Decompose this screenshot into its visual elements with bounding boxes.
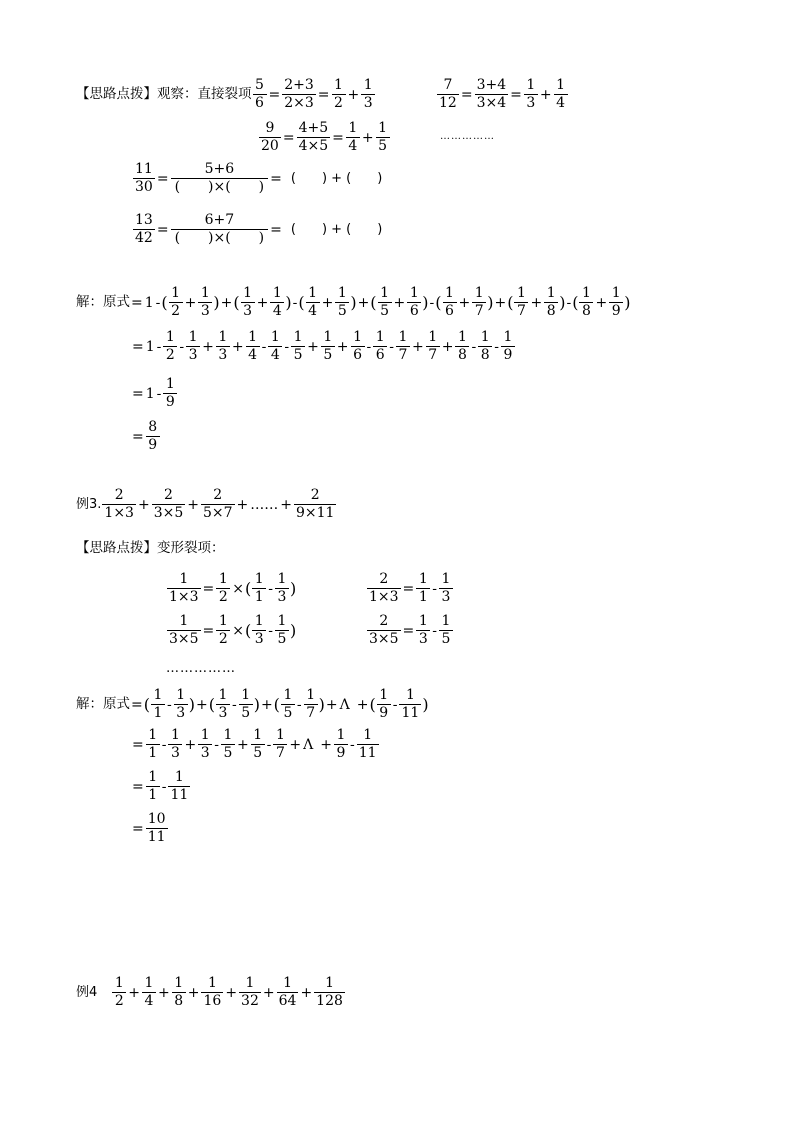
fraction: $\frac{6+7}{( )\times( )}$: [171, 213, 269, 246]
fraction: $\frac{1}{8}$: [579, 286, 593, 319]
hint1-q2: $\frac{13}{42}$ = $\frac{6+7}{( )\times( )}$ = ( ) + ( ): [135, 212, 383, 246]
fraction: $\frac{1}{5}$: [439, 614, 453, 647]
fraction: $\frac{1}{4}$: [268, 330, 282, 363]
fraction: $\frac{1}{3}$: [241, 286, 255, 319]
fraction: $\frac{1}{9}$: [334, 728, 348, 761]
fraction: $\frac{1}{8}$: [455, 330, 469, 363]
fraction: $\frac{2+3}{2\times 3}$: [284, 77, 314, 111]
fraction: $\frac{1}{7}$: [472, 286, 486, 319]
fraction: $\frac{1}{2}$: [112, 976, 126, 1009]
fraction: $\frac{1}{9}$: [377, 688, 391, 721]
fraction: $\frac{5}{6}$: [253, 78, 267, 111]
fraction: $\frac{1}{7}$: [426, 330, 440, 363]
hint1-label: 【思路点拨】观察：直接裂项: [76, 85, 252, 102]
fraction: $\frac{1}{7}$: [273, 728, 287, 761]
hint2-dots: ……………: [166, 661, 236, 676]
fraction: $\frac{1}{5}$: [251, 728, 265, 761]
fraction: $\frac{2}{9\times 11}$: [295, 487, 335, 521]
fraction: $\frac{2}{1\times 3}$: [369, 571, 399, 605]
fraction: $\frac{1}{6}$: [351, 330, 365, 363]
fraction: $\frac{1}{1}$: [151, 688, 165, 721]
fraction: $\frac{2}{3\times 5}$: [369, 613, 399, 647]
fraction: $\frac{1}{7}$: [514, 286, 528, 319]
fraction: $\frac{4+5}{4\times 5}$: [298, 120, 329, 154]
fraction: $\frac{1}{1}$: [416, 572, 430, 605]
fraction: $\frac{1}{3}$: [168, 728, 182, 761]
fraction: $\frac{1}{3}$: [198, 728, 212, 761]
fraction: $\frac{1}{1}$: [146, 770, 160, 803]
fraction: $\frac{1}{2}$: [332, 78, 346, 111]
sol1-line3: = 1 - $\frac{1}{9}$: [131, 377, 178, 410]
ex4-label: 例4: [76, 985, 98, 1000]
fraction: $\frac{1}{1\times 3}$: [169, 571, 199, 605]
fraction: $\frac{1}{3}$: [216, 330, 230, 363]
ellipsis: ……: [250, 496, 279, 513]
ex3-label: 例3.: [76, 497, 102, 512]
fraction: $\frac{1}{6}$: [407, 286, 421, 319]
fraction: $\frac{1}{11}$: [170, 769, 189, 803]
fraction: $\frac{1}{9}$: [163, 377, 177, 410]
fraction: $\frac{13}{42}$: [135, 212, 153, 246]
fraction: $\frac{1}{4}$: [346, 121, 360, 154]
fraction: $\frac{1}{3}$: [275, 572, 289, 605]
fraction: $\frac{1}{2}$: [163, 330, 177, 363]
fraction: $\frac{1}{5}$: [376, 121, 390, 154]
sol2-line2: = $\frac{1}{1}$ - $\frac{1}{3}$ + $\frac{1}{3}$ - $\frac{1}{5}$ + $\frac{1}{5}$ - $\frac{1}{7}$ + Λ + $\frac{1}{9}$ - $\frac{1}{11}$: [132, 727, 377, 761]
fraction: $\frac{1}{32}$: [241, 975, 259, 1009]
hint2-r1: $\frac{1}{1\times 3}$ = $\frac{1}{2}$ × ( $\frac{1}{1}$ - $\frac{1}{3}$ ): [169, 571, 297, 605]
hint1-row1: 【思路点拨】观察：直接裂项 $\frac{5}{6}$ = $\frac{2+3}{2\times 3}$ = $\frac{1}{2}$ + $\frac{1}{3}$: [76, 78, 376, 111]
fraction: $\frac{1}{3}$: [361, 78, 375, 111]
fraction: $\frac{1}{6}$: [373, 330, 387, 363]
fraction: $\frac{1}{64}$: [278, 975, 297, 1009]
fraction: $\frac{1}{16}$: [203, 975, 222, 1009]
fraction: $\frac{1}{128}$: [316, 975, 343, 1009]
fraction: $\frac{1}{3\times 5}$: [169, 613, 199, 647]
blank-parens: ( ) + ( ): [290, 222, 383, 237]
fraction: $\frac{1}{3}$: [174, 688, 188, 721]
fraction: $\frac{1}{5}$: [291, 330, 305, 363]
fraction: $\frac{1}{8}$: [478, 330, 492, 363]
fraction: $\frac{7}{12}$: [439, 77, 457, 111]
fraction: $\frac{8}{9}$: [146, 420, 160, 453]
fraction: $\frac{1}{1}$: [252, 572, 266, 605]
fraction: $\frac{1}{3}$: [252, 614, 266, 647]
fraction: $\frac{1}{3}$: [439, 572, 453, 605]
fraction: $\frac{2}{3\times 5}$: [153, 487, 184, 521]
ex3-line: 例3. $\frac{2}{1\times 3}$ + $\frac{2}{3\times 5}$ + $\frac{2}{5\times 7}$ + …… + $\frac{2}{9\times 11}$: [76, 487, 335, 521]
hint1-eq2: $\frac{7}{12}$ = $\frac{3+4}{3\times 4}$ = $\frac{1}{3}$ + $\frac{1}{4}$: [436, 78, 569, 111]
sol2-line1: 解：原式 = ( $\frac{1}{1}$ - $\frac{1}{3}$ ) + ( $\frac{1}{3}$ - $\frac{1}{5}$ ) + ( $\frac{1}{5}$ - $\frac{1}{7}$ ) + Λ + ( $\frac{1}{9}$ - $\frac{1}{11}$ ): [76, 687, 429, 721]
fraction: $\frac{1}{8}$: [172, 976, 186, 1009]
fraction: $\frac{9}{20}$: [261, 120, 279, 154]
fraction: $\frac{1}{9}$: [501, 330, 515, 363]
ex4-line: 例4 $\frac{1}{2}$ + $\frac{1}{4}$ + $\frac{1}{8}$ + $\frac{1}{16}$ + $\frac{1}{32}$ + $\frac{1}{64}$ + $\frac{1}{128}$: [76, 975, 343, 1009]
fraction: $\frac{1}{11}$: [401, 687, 420, 721]
sol1-line2: = 1 - $\frac{1}{2}$ - $\frac{1}{3}$ + $\frac{1}{3}$ + $\frac{1}{4}$ - $\frac{1}{4}$ - $\frac{1}{5}$ + $\frac{1}{5}$ + $\frac{1}{6}$ - $\frac{1}{6}$ - $\frac{1}{7}$ + $\frac{1}{7}$ + $\frac{1}{8}$ - $\frac{1}{8}$ - $\frac{1}{9}$: [131, 330, 516, 363]
sol1-line1: 解：原式 = 1 - ( $\frac{1}{2}$ + $\frac{1}{3}$ ) + ( $\frac{1}{3}$ + $\frac{1}{4}$ ) - ( $\frac{1}{4}$ + $\frac{1}{5}$ ) + ( $\frac{1}{5}$ + $\frac{1}{6}$ ) - ( $\frac{1}{6}$ + $\frac{1}{7}$ ) + ( $\frac{1}{7}$ + $\frac{1}{8}$ ) - ( $\frac{1}{8}$ + $\frac{1}{9}$ ): [76, 285, 631, 319]
fraction: $\frac{11}{30}$: [135, 161, 153, 195]
blank-parens: ( ) + ( ): [290, 171, 383, 186]
fraction: $\frac{1}{1}$: [146, 728, 160, 761]
fraction: $\frac{1}{7}$: [396, 330, 410, 363]
lambda-symbol: Λ: [303, 736, 314, 753]
fraction: $\frac{1}{5}$: [275, 614, 289, 647]
fraction: $\frac{1}{2}$: [216, 572, 230, 605]
sol2-line3: = $\frac{1}{1}$ - $\frac{1}{11}$: [132, 769, 189, 803]
fraction: $\frac{1}{5}$: [281, 688, 295, 721]
fraction: $\frac{1}{7}$: [304, 688, 318, 721]
sol2-line4: = $\frac{10}{11}$: [132, 811, 166, 845]
fraction: $\frac{2}{5\times 7}$: [202, 487, 233, 521]
sol1-label: 解：原式: [76, 293, 130, 310]
fraction: $\frac{1}{3}$: [416, 614, 430, 647]
fraction: $\frac{1}{4}$: [142, 976, 156, 1009]
fraction: $\frac{1}{4}$: [554, 78, 568, 111]
hint1-eq3: $\frac{9}{20}$ = $\frac{4+5}{4\times 5}$ = $\frac{1}{4}$ + $\frac{1}{5}$: [258, 121, 391, 154]
hint2-r2: $\frac{1}{3\times 5}$ = $\frac{1}{2}$ × ( $\frac{1}{3}$ - $\frac{1}{5}$ ): [169, 613, 297, 647]
sol2-label: 解：原式: [76, 695, 130, 712]
fraction: $\frac{1}{4}$: [270, 286, 284, 319]
hint2-label: 【思路点拨】变形裂项：: [76, 540, 225, 556]
fraction: $\frac{2}{1\times 3}$: [104, 487, 134, 521]
fraction: $\frac{5+6}{( )\times( )}$: [171, 162, 269, 195]
fraction: $\frac{1}{3}$: [198, 286, 212, 319]
fraction: $\frac{1}{3}$: [216, 688, 230, 721]
hint2-r4: $\frac{2}{3\times 5}$ = $\frac{1}{3}$ - $\frac{1}{5}$: [366, 614, 454, 647]
fraction: $\frac{1}{11}$: [358, 727, 377, 761]
fraction: $\frac{1}{4}$: [306, 286, 320, 319]
fraction: $\frac{1}{3}$: [524, 78, 538, 111]
fraction: $\frac{10}{11}$: [147, 811, 166, 845]
hint2-r3: $\frac{2}{1\times 3}$ = $\frac{1}{1}$ - $\frac{1}{3}$: [366, 572, 454, 605]
fraction: $\frac{1}{4}$: [246, 330, 260, 363]
hint1-q1: $\frac{11}{30}$ = $\frac{5+6}{( )\times( )}$ = ( ) + ( ): [135, 161, 383, 195]
fraction: $\frac{1}{5}$: [378, 286, 392, 319]
fraction: $\frac{1}{3}$: [186, 330, 200, 363]
fraction: $\frac{1}{9}$: [609, 286, 623, 319]
sol1-line4: = $\frac{8}{9}$: [131, 420, 161, 453]
hint1-dots: ……………: [440, 131, 495, 142]
fraction: $\frac{1}{2}$: [216, 614, 230, 647]
lambda-symbol: Λ: [339, 696, 350, 713]
fraction: $\frac{1}{5}$: [239, 688, 253, 721]
fraction: $\frac{1}{5}$: [221, 728, 235, 761]
fraction: $\frac{1}{5}$: [321, 330, 335, 363]
fraction: $\frac{3+4}{3\times 4}$: [476, 77, 507, 111]
fraction: $\frac{1}{8}$: [544, 286, 558, 319]
fraction: $\frac{1}{2}$: [169, 286, 183, 319]
fraction: $\frac{1}{6}$: [443, 286, 457, 319]
fraction: $\frac{1}{5}$: [335, 286, 349, 319]
